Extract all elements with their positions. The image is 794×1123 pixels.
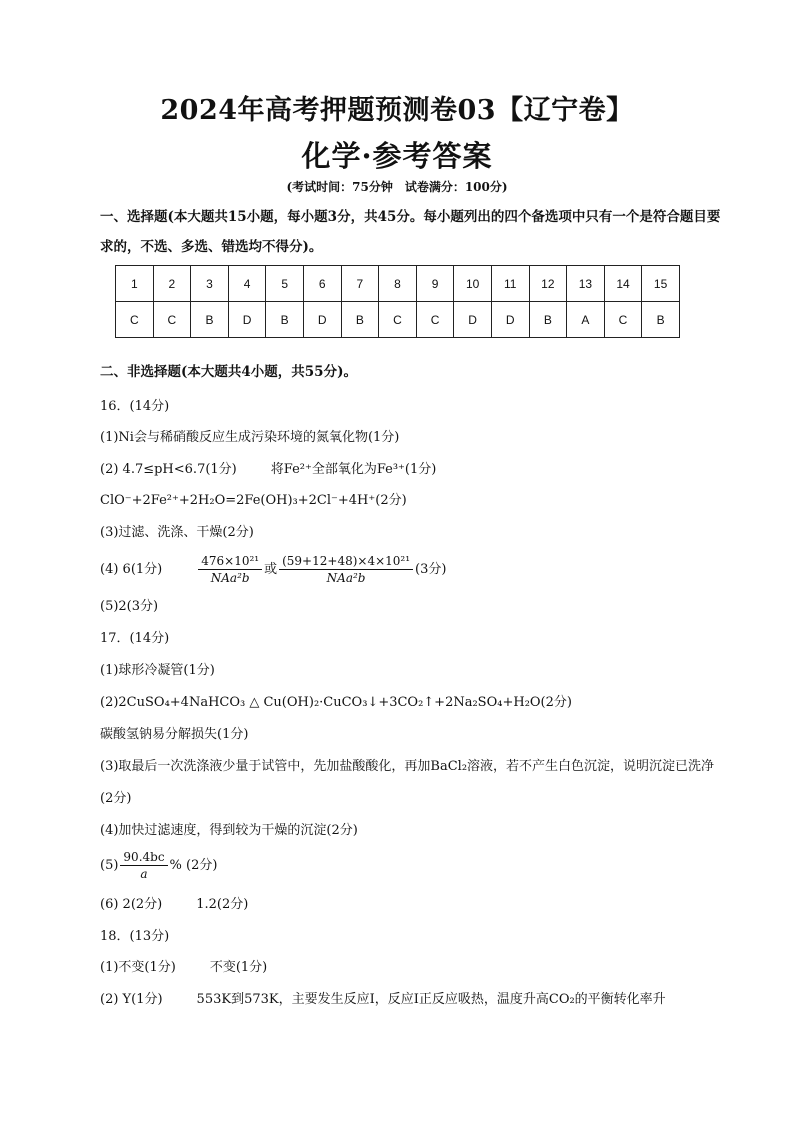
q17-part4: (4)加快过滤速度，得到较为干燥的沉淀(2分) — [100, 823, 358, 838]
q17-purity-fraction — [120, 849, 167, 882]
q17-part6-a: (6) 2(2分) — [100, 897, 163, 912]
q18-part1-b: 不变(1分) — [209, 960, 268, 975]
q18-part1-a: (1)不变(1分) — [100, 960, 176, 975]
page-title: 2024年高考押题预测卷03【辽宁卷】 — [160, 95, 634, 126]
q16-ionic-equation: ClO⁻+2Fe²⁺+2H₂O=2Fe(OH)₃+2Cl⁻+4H⁺(2分) — [100, 493, 407, 508]
q16-part1: (1)Ni会与稀硝酸反应生成污染环境的氮氧化物(1分) — [100, 430, 400, 445]
q16-part3: (3)过滤、洗涤、干燥(2分) — [100, 525, 254, 540]
q17-label: 17．(14分) — [100, 631, 170, 646]
question-number: 14 — [604, 266, 642, 302]
question-number: 12 — [529, 266, 567, 302]
q17-part5 — [100, 846, 740, 886]
q16-part2-ph-range: (2) 4.7≤pH<6.7(1分) — [100, 462, 237, 477]
question-number: 2 — [153, 266, 191, 302]
q17-part1: (1)球形冷凝管(1分) — [100, 663, 215, 678]
answer-cell: B — [341, 302, 379, 338]
question-number: 9 — [416, 266, 454, 302]
q16-part4 — [100, 550, 740, 590]
answer-cell: B — [529, 302, 567, 338]
q17-part6 — [100, 894, 740, 916]
q17-part6-b: 1.2(2分) — [196, 897, 249, 912]
question-number: 15 — [642, 266, 680, 302]
fraction-denominator: NAa²b — [326, 571, 366, 585]
answer-cell: A — [567, 302, 605, 338]
question-number: 7 — [341, 266, 379, 302]
answer-cell: D — [303, 302, 341, 338]
answer-cell: C — [416, 302, 454, 338]
q18-part2-a: (2) Y(1分) — [100, 992, 163, 1007]
answer-table — [115, 265, 680, 338]
fraction-numerator: 476×10²¹ — [198, 553, 262, 570]
question-number: 3 — [191, 266, 229, 302]
fraction-denominator: NAa²b — [210, 571, 250, 585]
question-number: 5 — [266, 266, 304, 302]
q18-part1 — [100, 957, 740, 979]
q16-part2 — [100, 459, 740, 481]
q18-part2-explanation: 553K到573K，主要发生反应Ⅰ，反应Ⅰ正反应吸热，温度升高CO₂的平衡转化率升 — [196, 992, 666, 1007]
question-number: 1 — [116, 266, 154, 302]
answer-cell: D — [228, 302, 266, 338]
q16-part4-score: (3分) — [415, 562, 447, 577]
question-number: 10 — [454, 266, 492, 302]
answer-cell: B — [191, 302, 229, 338]
answer-cell: C — [379, 302, 417, 338]
question-number: 8 — [379, 266, 417, 302]
question-number: 6 — [303, 266, 341, 302]
q17-part2-note: 碳酸氢钠易分解损失(1分) — [100, 727, 249, 742]
question-number: 13 — [567, 266, 605, 302]
q17-part5-prefix: (5) — [100, 858, 119, 873]
q16-part2-purpose: 将Fe²⁺全部氧化为Fe³⁺(1分) — [270, 462, 437, 477]
q17-part5-suffix: % (2分) — [169, 858, 218, 873]
or-text: 或 — [264, 562, 278, 577]
fraction-numerator: (59+12+48)×4×10²¹ — [279, 553, 413, 570]
q16-part4-coordination: (4) 6(1分) — [100, 562, 163, 577]
section1-heading: 一、选择题(本大题共15小题，每小题3分，共45分。每小题列出的四个备选项中只有一个是符合题目要求的，不选、多选、错选均不得分)。 — [100, 209, 721, 255]
q16-label: 16．(14分) — [100, 399, 170, 414]
section2-heading: 二、非选择题(本大题共4小题，共55分)。 — [100, 364, 357, 380]
answer-cell: C — [604, 302, 642, 338]
answer-cell: C — [116, 302, 154, 338]
answer-cell: C — [153, 302, 191, 338]
answer-cell: B — [266, 302, 304, 338]
q16-density-fraction-1 — [198, 553, 262, 586]
answer-cell: D — [454, 302, 492, 338]
answer-row — [116, 302, 680, 338]
fraction-denominator: a — [140, 867, 148, 881]
answer-cell: D — [491, 302, 529, 338]
answer-cell: B — [642, 302, 680, 338]
q18-part2 — [100, 989, 740, 1011]
q17-part3: (3)取最后一次洗涤液少量于试管中，先加盐酸酸化，再加BaCl₂溶液，若不产生白色沉淀，说明沉淀已洗净(2分) — [100, 759, 715, 806]
q16-density-fraction-2 — [279, 553, 413, 586]
exam-info: (考试时间：75分钟 试卷满分：100分) — [286, 180, 508, 194]
fraction-numerator: 90.4bc — [120, 849, 167, 866]
question-number-row — [116, 266, 680, 302]
q17-part2-equation: (2)2CuSO₄+4NaHCO₃ △ Cu(OH)₂·CuCO₃↓+3CO₂↑+2Na₂SO₄+H₂O(2分) — [100, 695, 572, 710]
q16-part5: (5)2(3分) — [100, 599, 159, 614]
question-number: 4 — [228, 266, 266, 302]
question-number: 11 — [491, 266, 529, 302]
page-subtitle: 化学·参考答案 — [301, 139, 493, 173]
q18-label: 18．(13分) — [100, 929, 170, 944]
